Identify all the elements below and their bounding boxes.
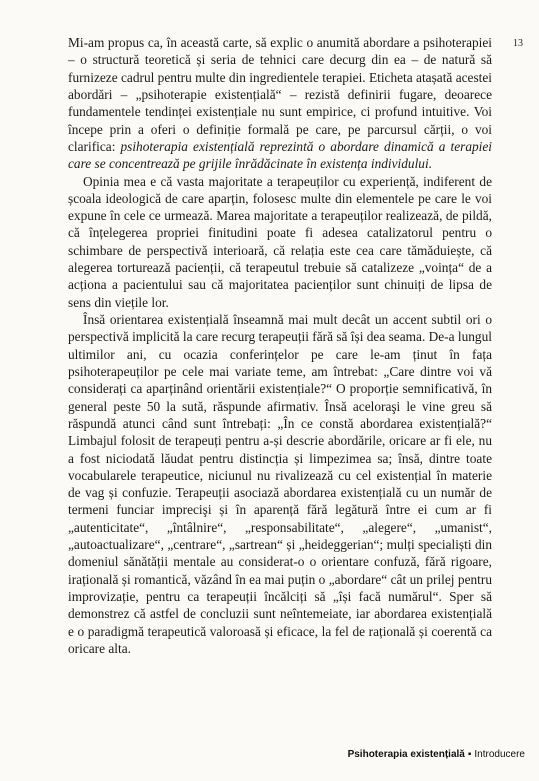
body-text <box>68 34 492 657</box>
running-footer <box>348 749 525 760</box>
definition-italic: psihoterapia existențială reprezintă o abordare dinamică a terapiei care se concentrează pe grijile înrădăcinate în existența individului. <box>68 138 492 172</box>
page-number: 13 <box>513 38 523 49</box>
paragraph-intro <box>68 34 492 173</box>
footer-section: Introducere <box>474 749 525 760</box>
paragraph-opinion: Opinia mea e că vasta majoritate a terapeuților cu experiență, indiferent de școala ideologică de care aparțin, folosesc multe din elementele pe care le voi expune în cele ce urmează. Marea majoritate a terapeuților realizează, de pildă, că înțelegerea propriei finitudini poate fi adesea catalizatorul pentru o schimbare de perspectivă interioară, că relația este cea care tămăduiește, că alegerea torturează pacienții, că terapeutul trebuie să catalizeze „voința“ de a acționa a pacientului sau că majoritatea pacienților sunt chinuiți de lipsa de sens din viețile lor. <box>68 173 492 310</box>
paragraph-orientation: Însă orientarea existențială înseamnă mai mult decât un accent subtil ori o perspectivă implicită la care recurg terapeuții fără să își dea seama. De-a lungul ultimilor ani, cu ocazia conferințelor pe care le-am ținut în fața psihoterapeuților pe cele mai variate teme, am întrebat: „Care dintre voi vă considerați ca aparținând orientării existențiale?“ O proporție semnificativă, în general peste 50 la sută, răspunde afirmativ. Însă aceloraşi le vine greu să răspundă atunci când sunt întrebați: „În ce constă abordarea existențială?“ Limbajul folosit de terapeuți pentru a-și descrie abordările, oricare ar fi ele, nu a fost niciodată lăudat pentru distincția și limpezimea sa; însă, dintre toate vocabularele terapeutice, niciunul nu rivalizează cu cel existențial în materie de vag și confuzie. Terapeuții asociază abordarea existențială cu un număr de termeni funciar imprecişi și în aparență fără legătură între ei cum ar fi „autenticitate“, „întâlnire“, „responsabilitate“, „alegere“, „umanist“, „autoactualizare“, „centrare“, „sartrean“ și „heideggerian“; mulți specialiști din domeniul sănătății mentale au considerat-o o orientare confuză, fără rigoare, irațională și romantică, văzând în ea mai puțin o „abordare“ cât un prilej pentru improvizație, pentru ca terapeuții încălciți să „își facă numărul“. Sper să demonstrez că astfel de concluzii sunt neîntemeiate, iar abordarea existențială e o paradigmă terapeutică valoroasă și eficace, la fel de rațională și coerentă ca oricare alta. <box>68 312 492 656</box>
footer-separator: ▪ <box>467 749 472 760</box>
footer-book-title: Psihoterapia existențială <box>347 749 465 760</box>
paragraph-intro-text: Mi-am propus ca, în această carte, să explic o anumită abordare a psihoterapiei – o structură teoretică și seria de tehnici care decurg din ea – de natură să furnizeze cadrul pentru multe din ingredientele terapiei. Eticheta atașată acestei abordări – „psihoterapie existențială“ – rezistă definirii fugare, deoarece fundamentele tendinței existențiale nu sunt empirice, ci profund intuitive. Voi începe prin a oferi o definiție formală pe care, pe parcursul cărții, o voi clarifica: <box>68 35 492 154</box>
